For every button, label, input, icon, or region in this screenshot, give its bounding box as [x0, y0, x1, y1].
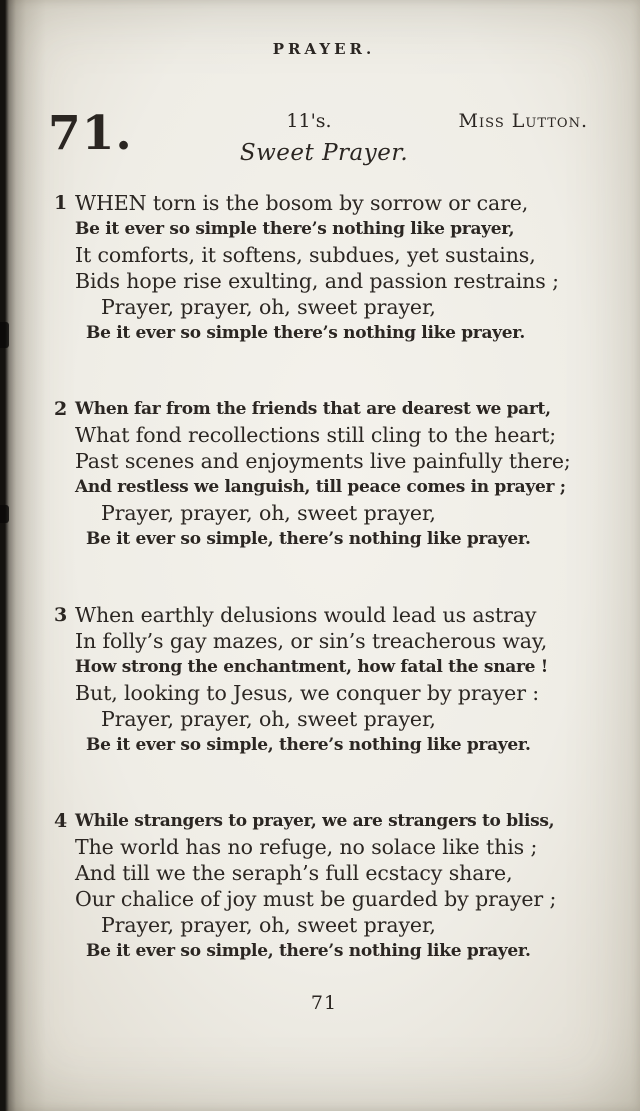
- verse-2: [54, 396, 594, 552]
- verse-number: 2: [54, 398, 68, 420]
- hymn-verses: [54, 190, 594, 964]
- hymn-attribution: Miss Lutton.: [458, 110, 588, 132]
- hymn-line: Bids hope rise exulting, and passion restrains ;: [75, 269, 559, 293]
- hymn-line: Our chalice of joy must be guarded by prayer ;: [75, 887, 557, 911]
- hymn-refrain-line: Prayer, prayer, oh, sweet prayer,: [101, 913, 436, 937]
- hymn-line: In folly’s gay mazes, or sin’s treacherous way,: [75, 629, 548, 653]
- verse-number: 1: [54, 192, 68, 214]
- hymn-line: Past scenes and enjoyments live painfully there;: [75, 449, 571, 473]
- hymn-title: Sweet Prayer.: [239, 140, 409, 166]
- hymn-line: It comforts, it softens, subdues, yet sustains,: [75, 243, 536, 267]
- hymn-line: What fond recollections still cling to the heart;: [75, 423, 557, 447]
- hymn-line: When far from the friends that are dearest we part,: [75, 399, 551, 419]
- hymn-refrain-line: Be it ever so simple, there’s nothing like prayer.: [86, 529, 531, 549]
- verse-number: 3: [54, 604, 68, 626]
- hymn-line: But, looking to Jesus, we conquer by prayer :: [75, 681, 540, 705]
- hymn-refrain-line: Be it ever so simple there’s nothing like prayer.: [86, 323, 525, 343]
- hymn-header: [48, 106, 594, 166]
- running-head: PRAYER.: [272, 40, 376, 58]
- hymn-line: While strangers to prayer, we are strangers to bliss,: [75, 811, 555, 831]
- hymn-refrain-line: Prayer, prayer, oh, sweet prayer,: [101, 295, 436, 319]
- hymn-refrain-line: Be it ever so simple, there’s nothing like prayer.: [86, 735, 531, 755]
- hymn-number: 71.: [48, 106, 133, 161]
- hymn-line: And restless we languish, till peace comes in prayer ;: [75, 477, 566, 497]
- hymn-line: How strong the enchantment, how fatal the snare !: [75, 657, 548, 677]
- hymn-line: WHEN torn is the bosom by sorrow or care,: [75, 191, 529, 215]
- verse-4: [54, 808, 594, 964]
- hymn-line: And till we the seraph’s full ecstacy share,: [75, 861, 513, 885]
- hymn-refrain-line: Prayer, prayer, oh, sweet prayer,: [101, 501, 436, 525]
- hymn-refrain-line: Be it ever so simple, there’s nothing like prayer.: [86, 941, 531, 961]
- hymn-line: Be it ever so simple there’s nothing like prayer,: [75, 219, 515, 239]
- verse-3: [54, 602, 594, 758]
- hymn-line: The world has no refuge, no solace like this ;: [75, 835, 538, 859]
- meter-row: [54, 110, 594, 137]
- verse-number: 4: [54, 810, 68, 832]
- hymn-meter: 11's.: [286, 110, 332, 132]
- verse-1: [54, 190, 594, 346]
- hymn-line: When earthly delusions would lead us astray: [75, 603, 537, 627]
- page-number: 71: [310, 992, 338, 1014]
- hymn-refrain-line: Prayer, prayer, oh, sweet prayer,: [101, 707, 436, 731]
